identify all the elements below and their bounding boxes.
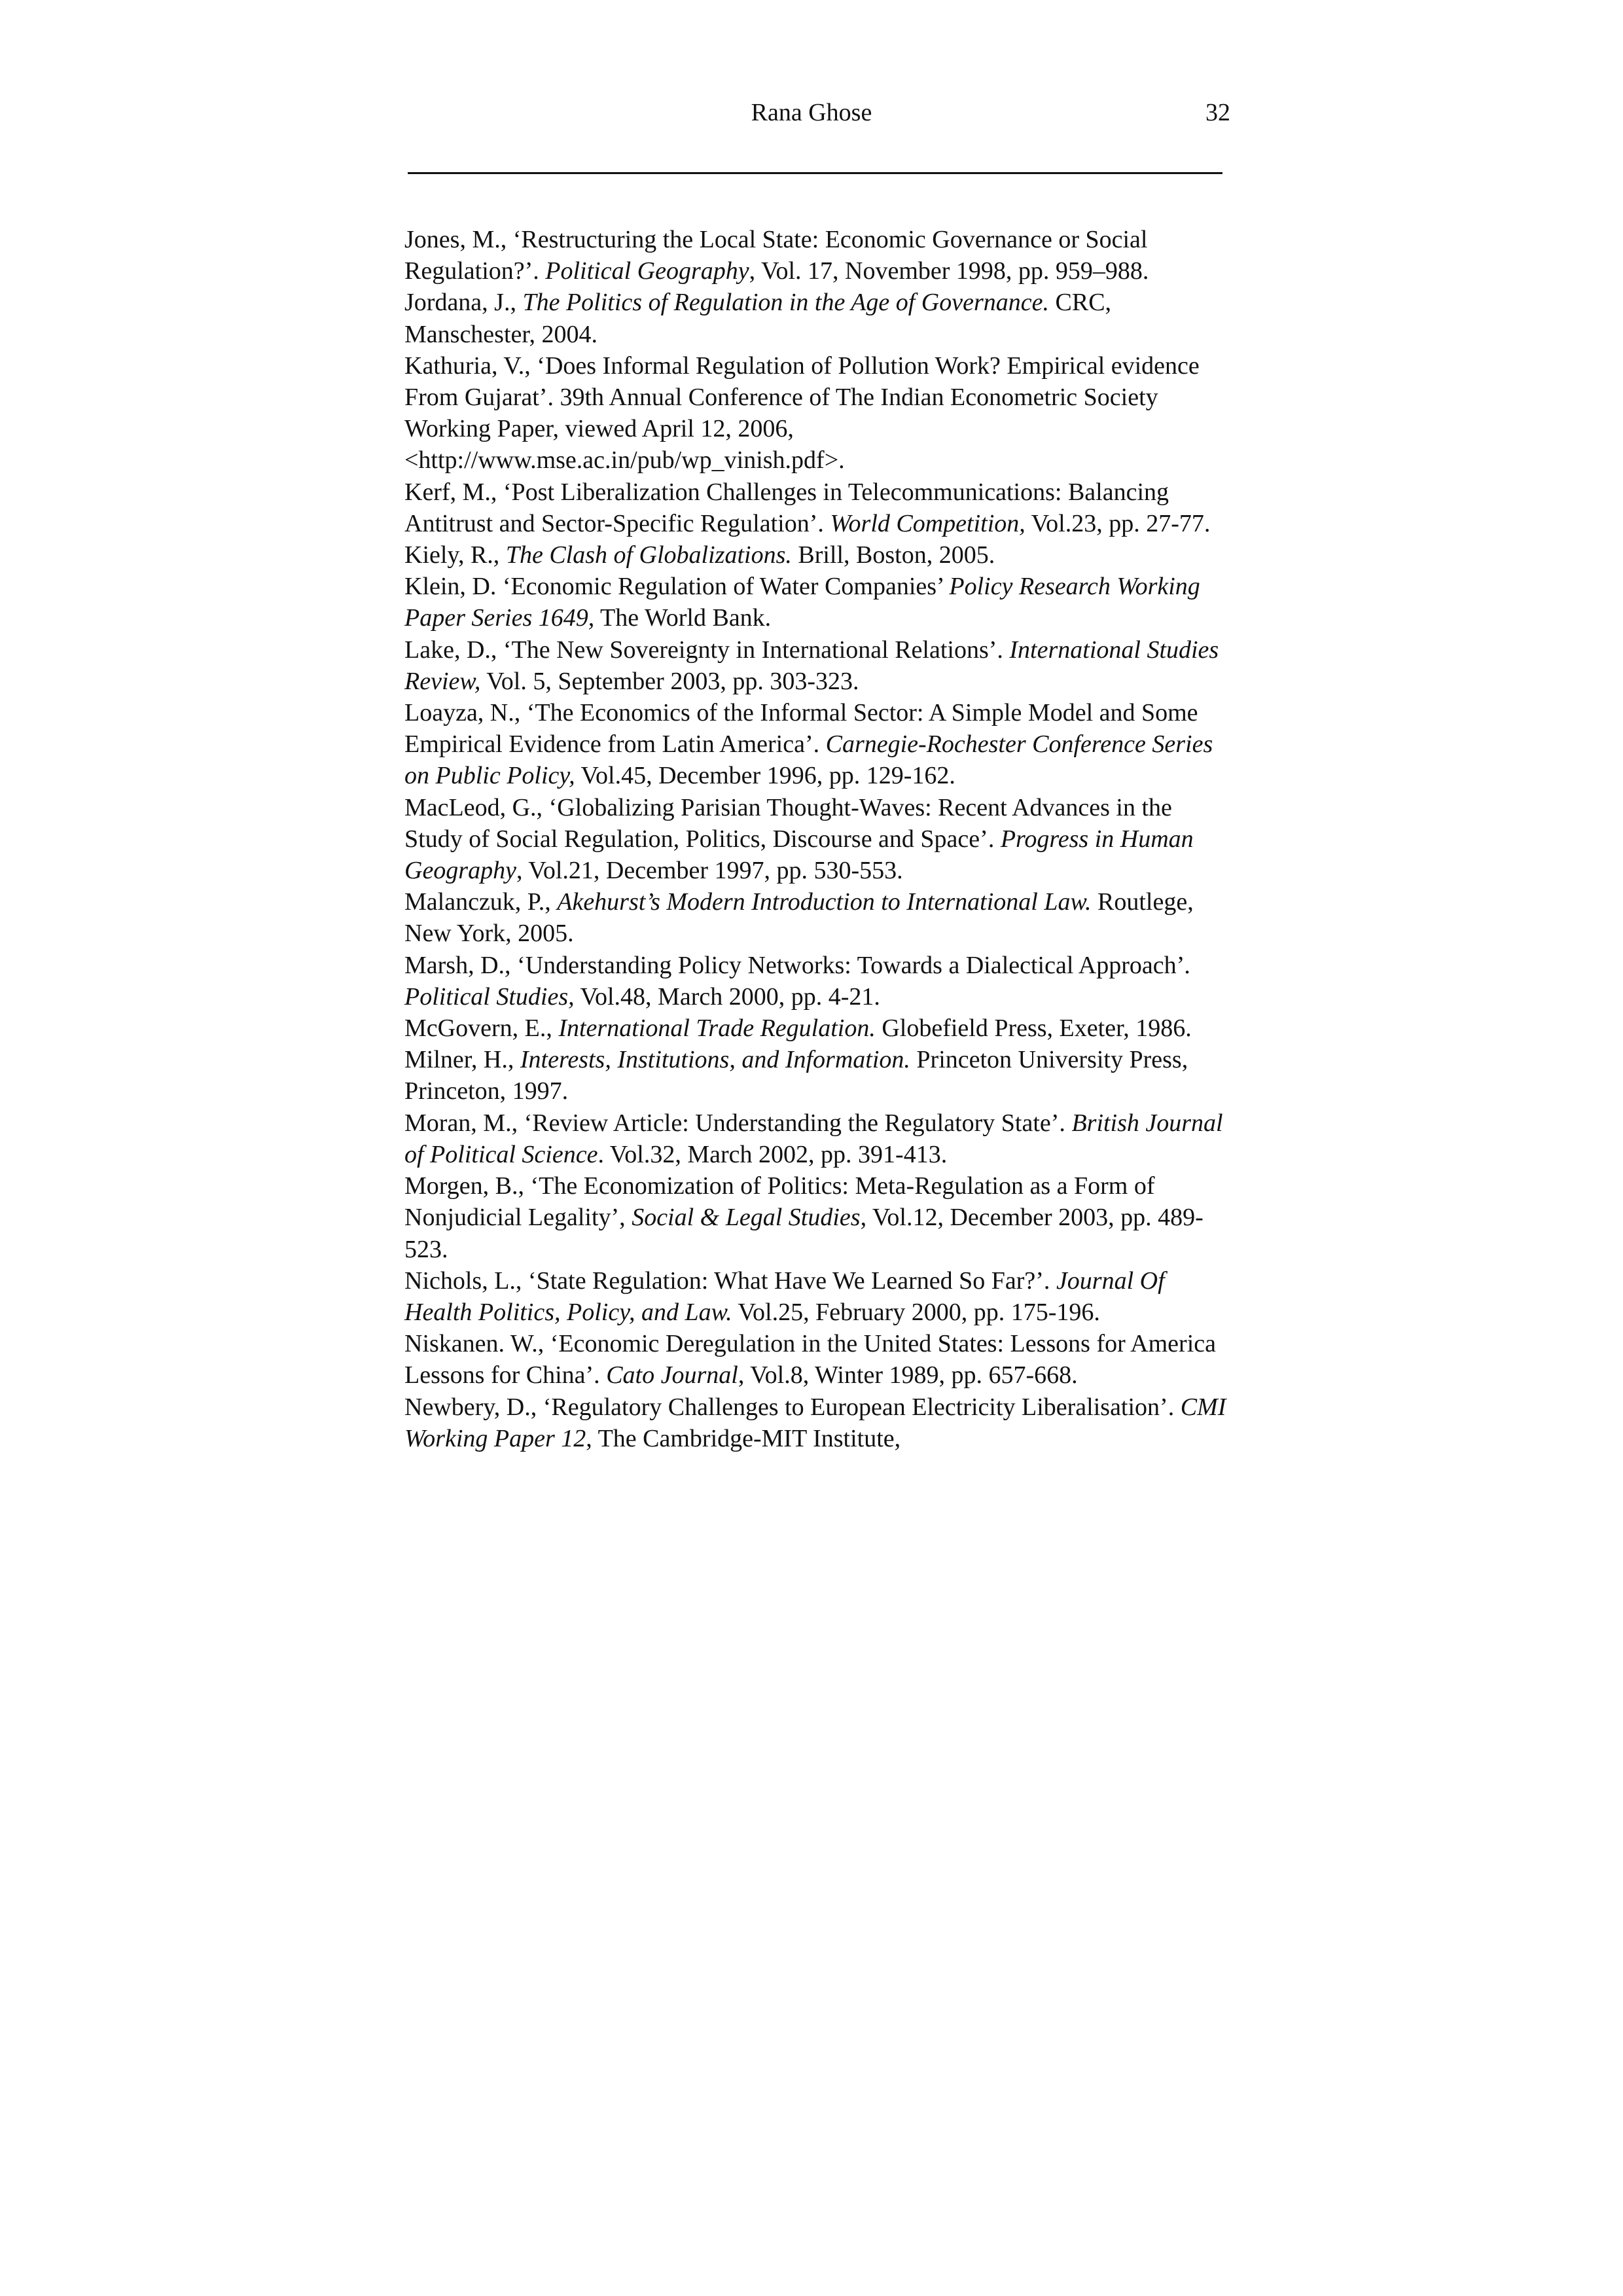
reference-title: Social & Legal Studies [632,1204,861,1232]
reference-title: Journal Of Health Politics, Policy, and Law. [404,1266,1165,1326]
reference-entry [404,539,1236,571]
reference-title: World Competition, [830,509,1026,537]
reference-details: Brill, Boston, 2005. [791,541,995,569]
reference-text: Malanczuk, P., [404,888,558,916]
reference-entry [404,697,1236,792]
reference-title: Carnegie-Rochester Conference Series on Public Policy, [404,730,1213,790]
running-header-author: Rana Ghose [751,99,872,126]
reference-entry [404,1013,1236,1044]
reference-entry [404,1044,1236,1107]
reference-text: Kiely, R., [404,541,506,569]
reference-entry [404,886,1236,949]
reference-title: Interests, Institutions, and Information. [520,1046,910,1074]
reference-entry [404,350,1236,476]
header-divider [408,172,1222,174]
reference-text: Jordana, J., [404,289,523,317]
reference-text: Moran, M., ‘Review Article: Understanding the Regulatory State’. [404,1109,1072,1137]
reference-title: CMI Working Paper 12 [404,1393,1226,1452]
reference-title: International Studies Review, [404,636,1219,695]
reference-text: Morgen, B., ‘The Economization of Politics: Meta-Regulation as a Form of Nonjudicial Legality’, [404,1172,1155,1232]
reference-details: Vol.25, February 2000, pp. 175-196. [732,1298,1100,1326]
reference-entry [404,950,1236,1013]
page-number: 32 [1205,99,1230,126]
reference-title: British Journal of Political Science [404,1109,1223,1168]
reference-details: , Vol.8, Winter 1989, pp. 657-668. [738,1361,1078,1390]
reference-details: Globefield Press, Exeter, 1986. [875,1014,1192,1043]
reference-details: Vol. 5, September 2003, pp. 303-323. [480,667,859,695]
reference-title: Policy Research Working Paper Series 1649, [404,573,1200,632]
reference-title: Cato Journal [606,1361,738,1390]
reference-text: Newbery, D., ‘Regulatory Challenges to European Electricity Liberalisation’. [404,1393,1181,1421]
reference-entry [404,1265,1236,1328]
reference-text: Klein, D. ‘Economic Regulation of Water Companies’ [404,573,950,601]
reference-details: . Vol.32, March 2002, pp. 391-413. [597,1140,948,1168]
reference-text: Jones, M., ‘Restructuring the Local State: Economic Governance or Social Regulation?’. [404,226,1148,285]
reference-entry [404,1328,1236,1391]
reference-details: , Vol.12, December 2003, pp. 489-523. [404,1204,1204,1263]
reference-entry [404,634,1236,697]
reference-entry [404,287,1236,350]
reference-entry [404,224,1236,287]
reference-details: The World Bank. [594,604,772,632]
reference-details: Vol.48, March 2000, pp. 4-21. [574,982,880,1011]
reference-title: The Politics of Regulation in the Age of Governance. [522,289,1049,317]
reference-title: Political Geography [545,257,749,285]
reference-text: Marsh, D., ‘Understanding Policy Networks: Towards a Dialectical Approach’ [404,951,1185,979]
reference-details: Princeton University Press, Princeton, 1997. [404,1046,1188,1105]
reference-details: CRC, Manschester, 2004. [404,289,1112,348]
reference-text: McGovern, E., [404,1014,559,1043]
reference-title: Akehurst’s Modern Introduction to International Law. [557,888,1092,916]
reference-title: . Political Studies, [404,951,1191,1011]
reference-entry [404,476,1236,539]
reference-entry [404,571,1236,634]
reference-entry [404,792,1236,887]
reference-text: Niskanen. W., ‘Economic Deregulation in the United States: Lessons for America Lessons for China’. [404,1330,1216,1390]
reference-text: Lake, D., ‘The New Sovereignty in International Relations’. [404,636,1010,664]
reference-details: Routlege, New York, 2005. [404,888,1194,948]
reference-details: , The Cambridge-MIT Institute, [586,1424,901,1452]
reference-text: Nichols, L., ‘State Regulation: What Have We Learned So Far?’. [404,1266,1056,1295]
reference-title: The Clash of Globalizations. [505,541,792,569]
reference-details: , Vol. 17, November 1998, pp. 959–988. [749,257,1149,285]
reference-entry [404,1170,1236,1265]
reference-text: Loayza, N., ‘The Economics of the Informal Sector: A Simple Model and Some Empirical Evidence from Latin America’. [404,699,1198,759]
reference-text: MacLeod, G., ‘Globalizing Parisian Thought-Waves: Recent Advances in the Study of Social Regulation, Politics, Discourse and Space’. [404,793,1172,853]
reference-details: Vol.23, pp. 27-77. [1025,509,1211,537]
reference-text: Kerf, M., ‘Post Liberalization Challenges in Telecommunications: Balancing Antitrust and Sector-Specific Regulation’. [404,478,1169,537]
reference-details: Vol.45, December 1996, pp. 129-162. [575,762,955,790]
reference-text: Milner, H., [404,1046,520,1074]
reference-text: Kathuria, V., ‘Does Informal Regulation of Pollution Work? Empirical evidence From Gujarat’. 39th Annual Conference of The Indian Econometric Society Working Paper, viewed April 12, 2006, <http://www.mse.ac.in/pub/wp_vinish.pdf>. [404,351,1200,475]
reference-title: International Trade Regulation. [558,1014,876,1043]
reference-details: , Vol.21, December 1997, pp. 530-553. [516,857,903,885]
reference-entry [404,1107,1236,1170]
reference-list [404,224,1236,1454]
reference-entry [404,1391,1236,1454]
reference-title: Progress in Human Geography [404,825,1194,885]
